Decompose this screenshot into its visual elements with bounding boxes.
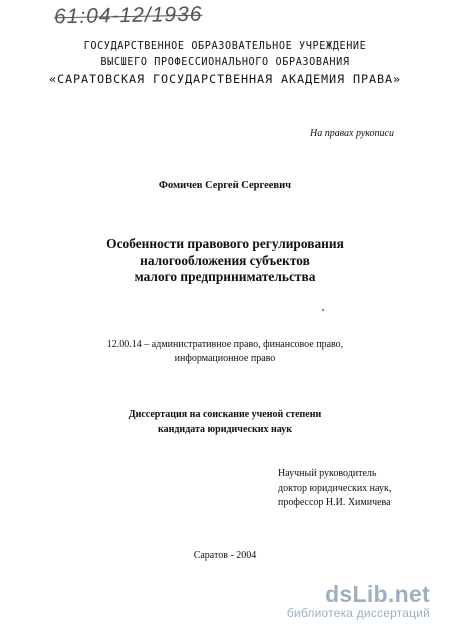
dissertation-title: [0, 236, 450, 286]
institution-name: «САРАТОВСКАЯ ГОСУДАРСТВЕННАЯ АКАДЕМИЯ ПРАВА»: [48, 72, 402, 86]
archive-stamp: 61:04-12/1936: [53, 2, 203, 29]
title-line: малого предпринимательства: [134, 269, 316, 284]
dslib-watermark[interactable]: [287, 583, 430, 620]
city-year: Саратов - 2004: [193, 550, 257, 561]
watermark-logo: dsLib.net: [325, 581, 430, 607]
scan-speck: [322, 309, 324, 311]
degree-line: Диссертация на соискание ученой степени: [128, 409, 322, 420]
degree-statement: [0, 408, 450, 437]
supervisor-block: [278, 467, 391, 511]
institution-line-1: ГОСУДАРСТВЕННОЕ ОБРАЗОВАТЕЛЬНОЕ УЧРЕЖДЕНИЕ: [83, 41, 367, 52]
watermark-subtitle: библиотека диссертаций: [286, 606, 430, 620]
specialty-line: информационное право: [174, 353, 276, 364]
institution-line-2: ВЫСШЕГО ПРОФЕССИОНАЛЬНОГО ОБРАЗОВАНИЯ: [100, 57, 350, 68]
specialty-code: [0, 338, 450, 366]
title-line: налогообложения субъектов: [140, 252, 310, 268]
supervisor-line: доктор юридических наук,: [278, 482, 392, 494]
specialty-line: 12.00.14 – административное право, финансовое право,: [106, 339, 344, 350]
supervisor-line: профессор Н.И. Химичева: [278, 497, 391, 508]
manuscript-rights-note: На правах рукописи: [310, 128, 394, 139]
author-name: Фомичев Сергей Сергеевич: [158, 180, 292, 191]
degree-line: кандидата юридических наук: [158, 423, 292, 435]
title-line: Особенности правового регулирования: [106, 236, 344, 251]
supervisor-line: Научный руководитель: [278, 468, 377, 479]
